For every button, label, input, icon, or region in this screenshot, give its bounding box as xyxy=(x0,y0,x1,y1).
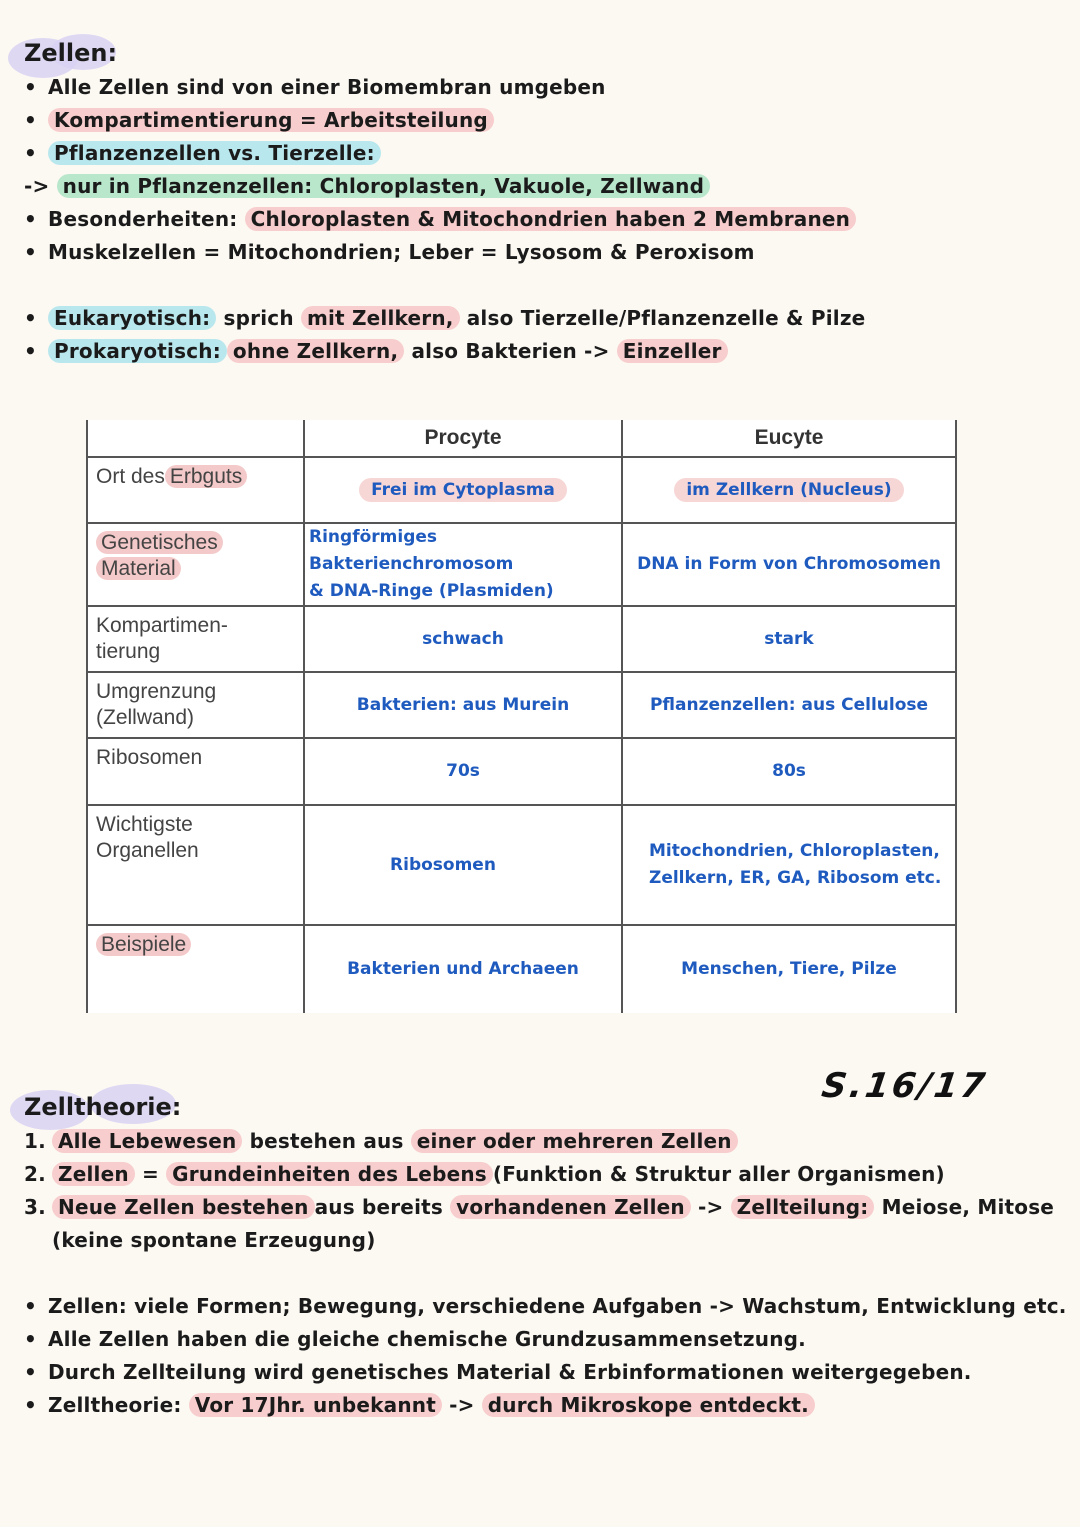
bullet-line: • Besonderheiten: Chloroplasten & Mitochondrien haben 2 Membranen xyxy=(24,204,856,234)
numbered-line: 2. Zellen = Grundeinheiten des Lebens (Funktion & Struktur aller Organismen) xyxy=(24,1162,945,1186)
header-eucyte: Eucyte xyxy=(622,420,956,457)
bullet-line: • Zellen: viele Formen; Bewegung, verschiedene Aufgaben -> Wachstum, Entwicklung etc. xyxy=(24,1294,1067,1318)
numbered-line-cont: (keine spontane Erzeugung) xyxy=(52,1228,376,1252)
cell-procyte: Ribosomen xyxy=(304,805,622,925)
cell-eucyte: DNA in Form von Chromosomen xyxy=(622,523,956,606)
bullet-line: • Pflanzenzellen vs. Tierzelle: xyxy=(24,138,381,168)
comparison-table xyxy=(86,420,957,1013)
table-row xyxy=(87,805,956,925)
cell-eucyte: 80s xyxy=(622,738,956,805)
bullet-line: • Durch Zellteilung wird genetisches Material & Erbinformationen weitergegeben. xyxy=(24,1360,972,1384)
header-procyte: Procyte xyxy=(304,420,622,457)
cell-procyte: Ringförmiges Bakterienchromosom & DNA-Ringe (Plasmiden) xyxy=(304,523,622,606)
cell-procyte: Bakterien: aus Murein xyxy=(304,672,622,738)
table-row xyxy=(87,672,956,738)
row-label: Umgrenzung (Zellwand) xyxy=(87,672,304,738)
bullet-line: • Kompartimentierung = Arbeitsteilung xyxy=(24,105,494,135)
cell-eucyte: im Zellkern (Nucleus) xyxy=(622,457,956,523)
cell-eucyte: Mitochondrien, Chloroplasten, Zellkern, ER, GA, Ribosom etc. xyxy=(622,805,956,925)
table-header-row xyxy=(87,420,956,457)
bullet-line: • Muskelzellen = Mitochondrien; Leber = Lysosom & Peroxisom xyxy=(24,240,755,264)
table-row xyxy=(87,606,956,672)
cell-eucyte: stark xyxy=(622,606,956,672)
bullet-line: • Alle Zellen sind von einer Biomembran umgeben xyxy=(24,75,606,99)
table-row xyxy=(87,925,956,1013)
table-row xyxy=(87,523,956,606)
numbered-line: 1. Alle Lebewesen bestehen aus einer oder mehreren Zellen xyxy=(24,1126,738,1156)
row-label: Ribosomen xyxy=(87,738,304,805)
bullet-line: • Zelltheorie: Vor 17Jhr. unbekannt -> durch Mikroskope entdeckt. xyxy=(24,1390,815,1420)
bullet-line: • Alle Zellen haben die gleiche chemische Grundzusammensetzung. xyxy=(24,1327,806,1351)
section-title-zelltheorie: Zelltheorie: xyxy=(24,1093,182,1121)
row-label: Kompartimen- tierung xyxy=(87,606,304,672)
table-row xyxy=(87,738,956,805)
row-label: Ort des Erbguts xyxy=(87,457,304,523)
cell-procyte: 70s xyxy=(304,738,622,805)
cell-procyte: schwach xyxy=(304,606,622,672)
row-label: Wichtigste Organellen xyxy=(87,805,304,925)
section-title-zellen: Zellen: xyxy=(24,39,118,67)
page-reference: S.16/17 xyxy=(819,1066,991,1106)
cell-eucyte: Menschen, Tiere, Pilze xyxy=(622,925,956,1013)
bullet-line: • Prokaryotisch: ohne Zellkern, also Bakterien -> Einzeller xyxy=(24,336,728,366)
header-empty xyxy=(87,420,304,457)
numbered-line: 3. Neue Zellen bestehen aus bereits vorhandenen Zellen -> Zellteilung: Meiose, Mitose xyxy=(24,1195,1055,1219)
row-label: Beispiele xyxy=(87,925,304,1013)
cell-procyte: Bakterien und Archaeen xyxy=(304,925,622,1013)
cell-procyte: Frei im Cytoplasma xyxy=(304,457,622,523)
table-row xyxy=(87,457,956,523)
cell-eucyte: Pflanzenzellen: aus Cellulose xyxy=(622,672,956,738)
bullet-line: • Eukaryotisch: sprich mit Zellkern, also Tierzelle/Pflanzenzelle & Pilze xyxy=(24,306,866,330)
row-label: Genetisches Material xyxy=(87,523,304,606)
arrow-line: -> nur in Pflanzenzellen: Chloroplasten, Vakuole, Zellwand xyxy=(24,171,710,201)
